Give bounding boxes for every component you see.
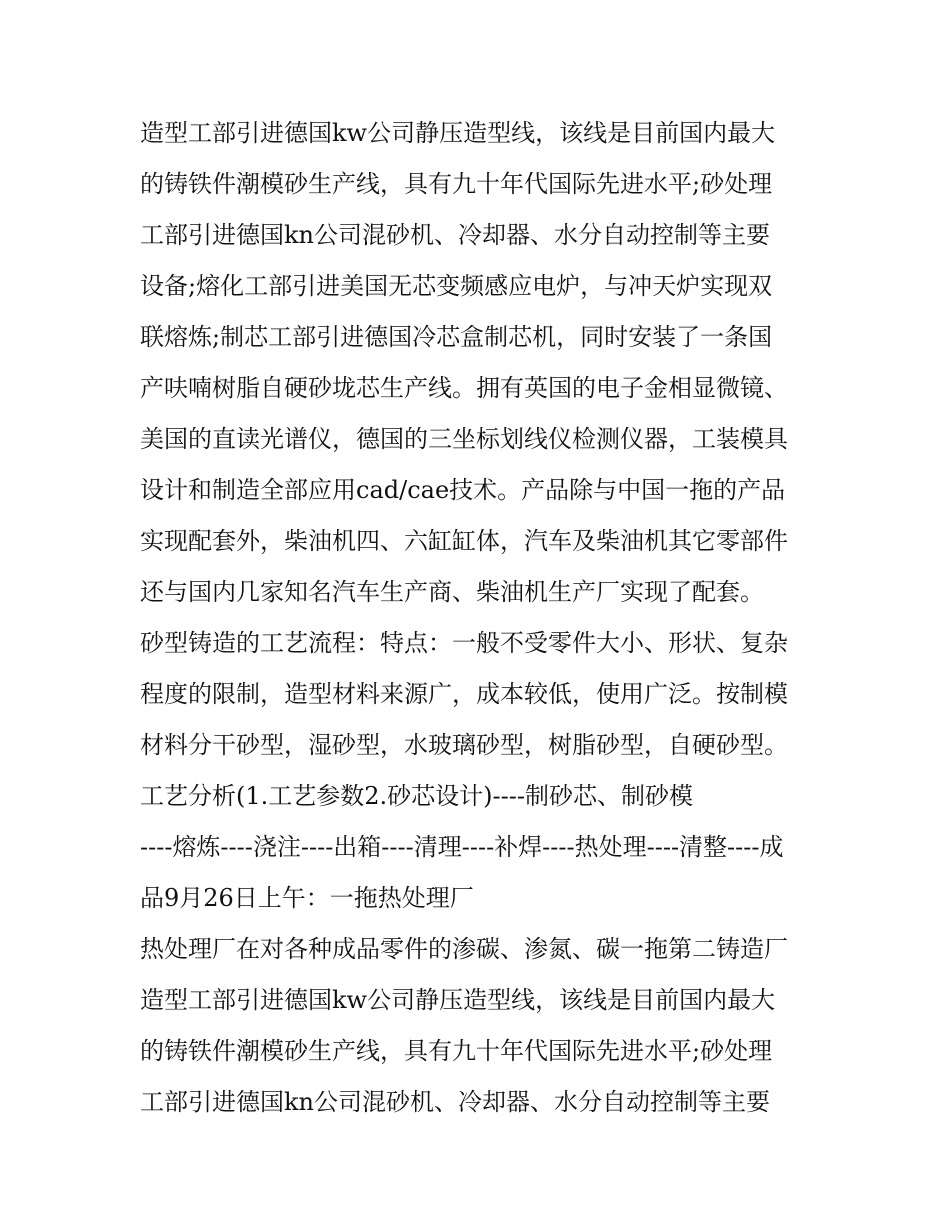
- text-line: 产呋喃树脂自硬砂垅芯生产线。拥有英国的电子金相显微镜、: [140, 374, 788, 402]
- text-line: 品9月26日上午：一拖热处理厂: [140, 884, 474, 912]
- text-line: 设计和制造全部应用cad/cae技术。产品除与中国一拖的产品: [140, 476, 786, 504]
- body-text: [140, 108, 820, 1128]
- text-line: 的铸铁件潮模砂生产线，具有九十年代国际先进水平;砂处理: [140, 170, 773, 198]
- text-line: 实现配套外，柴油机四、六缸缸体，汽车及柴油机其它零部件: [140, 527, 788, 555]
- text-line: 还与国内几家知名汽车生产商、柴油机生产厂实现了配套。: [140, 578, 764, 606]
- text-line: 的铸铁件潮模砂生产线，具有九十年代国际先进水平;砂处理: [140, 1037, 773, 1065]
- text-line: ----熔炼----浇注----出箱----清理----补焊----热处理----清整----成: [140, 833, 784, 861]
- text-line: 砂型铸造的工艺流程：特点：一般不受零件大小、形状、复杂: [140, 629, 788, 657]
- text-line: 工艺分析(1.工艺参数2.砂芯设计)----制砂芯、制砂模: [140, 782, 693, 810]
- text-line: 联熔炼;制芯工部引进德国冷芯盒制芯机，同时安装了一条国: [140, 323, 773, 351]
- text-line: 设备;熔化工部引进美国无芯变频感应电炉，与冲天炉实现双: [140, 272, 773, 300]
- text-line: 程度的限制，造型材料来源广，成本较低，使用广泛。按制模: [140, 680, 788, 708]
- text-line: 造型工部引进德国kw公司静压造型线，该线是目前国内最大: [140, 119, 776, 147]
- text-line: 材料分干砂型，湿砂型，水玻璃砂型，树脂砂型，自硬砂型。: [140, 731, 788, 759]
- text-line: 工部引进德国kn公司混砂机、冷却器、水分自动控制等主要: [140, 1088, 770, 1116]
- text-line: 造型工部引进德国kw公司静压造型线，该线是目前国内最大: [140, 986, 776, 1014]
- text-line: 热处理厂在对各种成品零件的渗碳、渗氮、碳一拖第二铸造厂: [140, 935, 788, 963]
- text-line: 美国的直读光谱仪，德国的三坐标划线仪检测仪器，工装模具: [140, 425, 788, 453]
- text-line: 工部引进德国kn公司混砂机、冷却器、水分自动控制等主要: [140, 221, 770, 249]
